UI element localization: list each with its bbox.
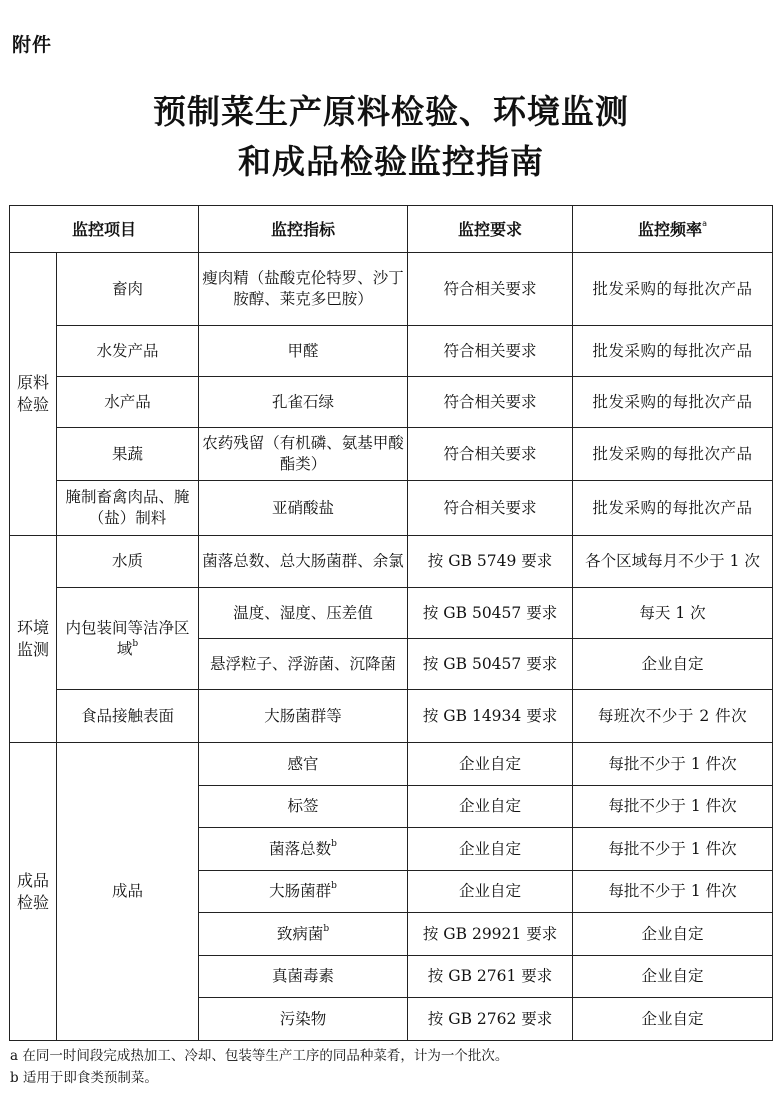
footnote-b-marker: b — [331, 838, 337, 849]
header-frequency — [573, 206, 773, 253]
frequency-cell: 批发采购的每批次产品 — [573, 326, 773, 377]
sub-item-label: 内包装间等洁净区域 — [65, 618, 190, 658]
requirement-cell: 符合相关要求 — [408, 377, 573, 428]
indicator-cell — [199, 913, 408, 956]
sub-item: 腌制畜禽肉品、腌（盐）制料 — [57, 481, 199, 536]
indicator-cell: 孔雀石绿 — [199, 377, 408, 428]
frequency-cell: 每批不少于 1 件次 — [573, 743, 773, 786]
table-row — [10, 588, 773, 639]
indicator-cell: 亚硝酸盐 — [199, 481, 408, 536]
frequency-cell: 企业自定 — [573, 998, 773, 1041]
monitoring-table — [9, 205, 773, 1041]
footnote-b-marker: b — [331, 881, 337, 891]
requirement-cell: 符合相关要求 — [408, 326, 573, 377]
indicator-cell: 污染物 — [199, 998, 408, 1041]
sub-item: 水产品 — [57, 377, 199, 428]
table-row — [10, 536, 773, 588]
footnotes — [10, 1045, 508, 1089]
footnote-a-marker: a — [702, 218, 707, 228]
requirement-cell: 按 GB 2762 要求 — [408, 998, 573, 1041]
requirement-cell: 符合相关要求 — [408, 428, 573, 481]
header-frequency-text: 监控频率 — [638, 219, 703, 239]
indicator-cell — [199, 828, 408, 871]
footnote-b: b 适用于即食类预制菜。 — [10, 1070, 158, 1086]
requirement-cell: 企业自定 — [408, 786, 573, 828]
frequency-cell: 每批不少于 1 件次 — [573, 871, 773, 913]
sub-item: 畜肉 — [57, 253, 199, 326]
table-row — [10, 743, 773, 786]
frequency-cell: 企业自定 — [573, 913, 773, 956]
group-final-product: 成品检验 — [10, 743, 57, 1041]
frequency-cell: 每班次不少于 2 件次 — [573, 690, 773, 743]
table-row — [10, 690, 773, 743]
indicator-cell: 大肠菌群等 — [199, 690, 408, 743]
sub-item: 成品 — [57, 743, 199, 1041]
header-item: 监控项目 — [10, 206, 199, 253]
indicator-cell — [199, 871, 408, 913]
requirement-cell: 符合相关要求 — [408, 481, 573, 536]
table-header-row — [10, 206, 773, 253]
frequency-cell: 企业自定 — [573, 956, 773, 998]
document-title-line1: 预制菜生产原料检验、环境监测 — [153, 92, 629, 131]
indicator-label: 菌落总数 — [269, 839, 332, 858]
table-row — [10, 428, 773, 481]
indicator-cell: 真菌毒素 — [199, 956, 408, 998]
sub-item: 食品接触表面 — [57, 690, 199, 743]
table-row — [10, 326, 773, 377]
requirement-cell: 符合相关要求 — [408, 253, 573, 326]
indicator-label: 致病菌 — [276, 924, 324, 943]
header-indicator: 监控指标 — [199, 206, 408, 253]
sub-item: 水发产品 — [57, 326, 199, 377]
frequency-cell: 批发采购的每批次产品 — [573, 481, 773, 536]
frequency-cell: 批发采购的每批次产品 — [573, 253, 773, 326]
requirement-cell: 企业自定 — [408, 743, 573, 786]
requirement-cell: 按 GB 50457 要求 — [408, 588, 573, 639]
indicator-cell: 菌落总数、总大肠菌群、余氯 — [199, 536, 408, 588]
attachment-label: 附件 — [12, 34, 53, 56]
requirement-cell: 企业自定 — [408, 871, 573, 913]
requirement-cell: 企业自定 — [408, 828, 573, 871]
group-environment: 环境监测 — [10, 536, 57, 743]
indicator-label: 大肠菌群 — [269, 882, 332, 900]
document-title-line2: 和成品检验监控指南 — [238, 142, 544, 181]
sub-item: 水质 — [57, 536, 199, 588]
indicator-cell: 标签 — [199, 786, 408, 828]
frequency-cell: 企业自定 — [573, 639, 773, 690]
sub-item — [57, 588, 199, 690]
table-row — [10, 253, 773, 326]
indicator-cell: 农药残留（有机磷、氨基甲酸酯类） — [199, 428, 408, 481]
table-row — [10, 481, 773, 536]
frequency-cell: 批发采购的每批次产品 — [573, 377, 773, 428]
requirement-cell: 按 GB 50457 要求 — [408, 639, 573, 690]
requirement-cell: 按 GB 14934 要求 — [408, 690, 573, 743]
indicator-cell: 甲醛 — [199, 326, 408, 377]
group-raw-material: 原料检验 — [10, 253, 57, 536]
footnote-b-marker: b — [132, 638, 139, 649]
sub-item: 果蔬 — [57, 428, 199, 481]
indicator-cell: 瘦肉精（盐酸克伦特罗、沙丁胺醇、莱克多巴胺） — [199, 253, 408, 326]
requirement-cell: 按 GB 5749 要求 — [408, 536, 573, 588]
indicator-cell: 感官 — [199, 743, 408, 786]
frequency-cell: 各个区域每月不少于 1 次 — [573, 536, 773, 588]
table-row — [10, 377, 773, 428]
footnote-a: a 在同一时间段完成热加工、冷却、包装等生产工序的同品种菜肴，计为一个批次。 — [10, 1048, 509, 1064]
footnote-b-marker: b — [323, 923, 330, 934]
indicator-cell: 悬浮粒子、浮游菌、沉降菌 — [199, 639, 408, 690]
frequency-cell: 批发采购的每批次产品 — [573, 428, 773, 481]
frequency-cell: 每批不少于 1 件次 — [573, 786, 773, 828]
indicator-cell: 温度、湿度、压差值 — [199, 588, 408, 639]
requirement-cell: 按 GB 29921 要求 — [408, 913, 573, 956]
header-requirement: 监控要求 — [408, 206, 573, 253]
frequency-cell: 每天 1 次 — [573, 588, 773, 639]
frequency-cell: 每批不少于 1 件次 — [573, 828, 773, 871]
requirement-cell: 按 GB 2761 要求 — [408, 956, 573, 998]
